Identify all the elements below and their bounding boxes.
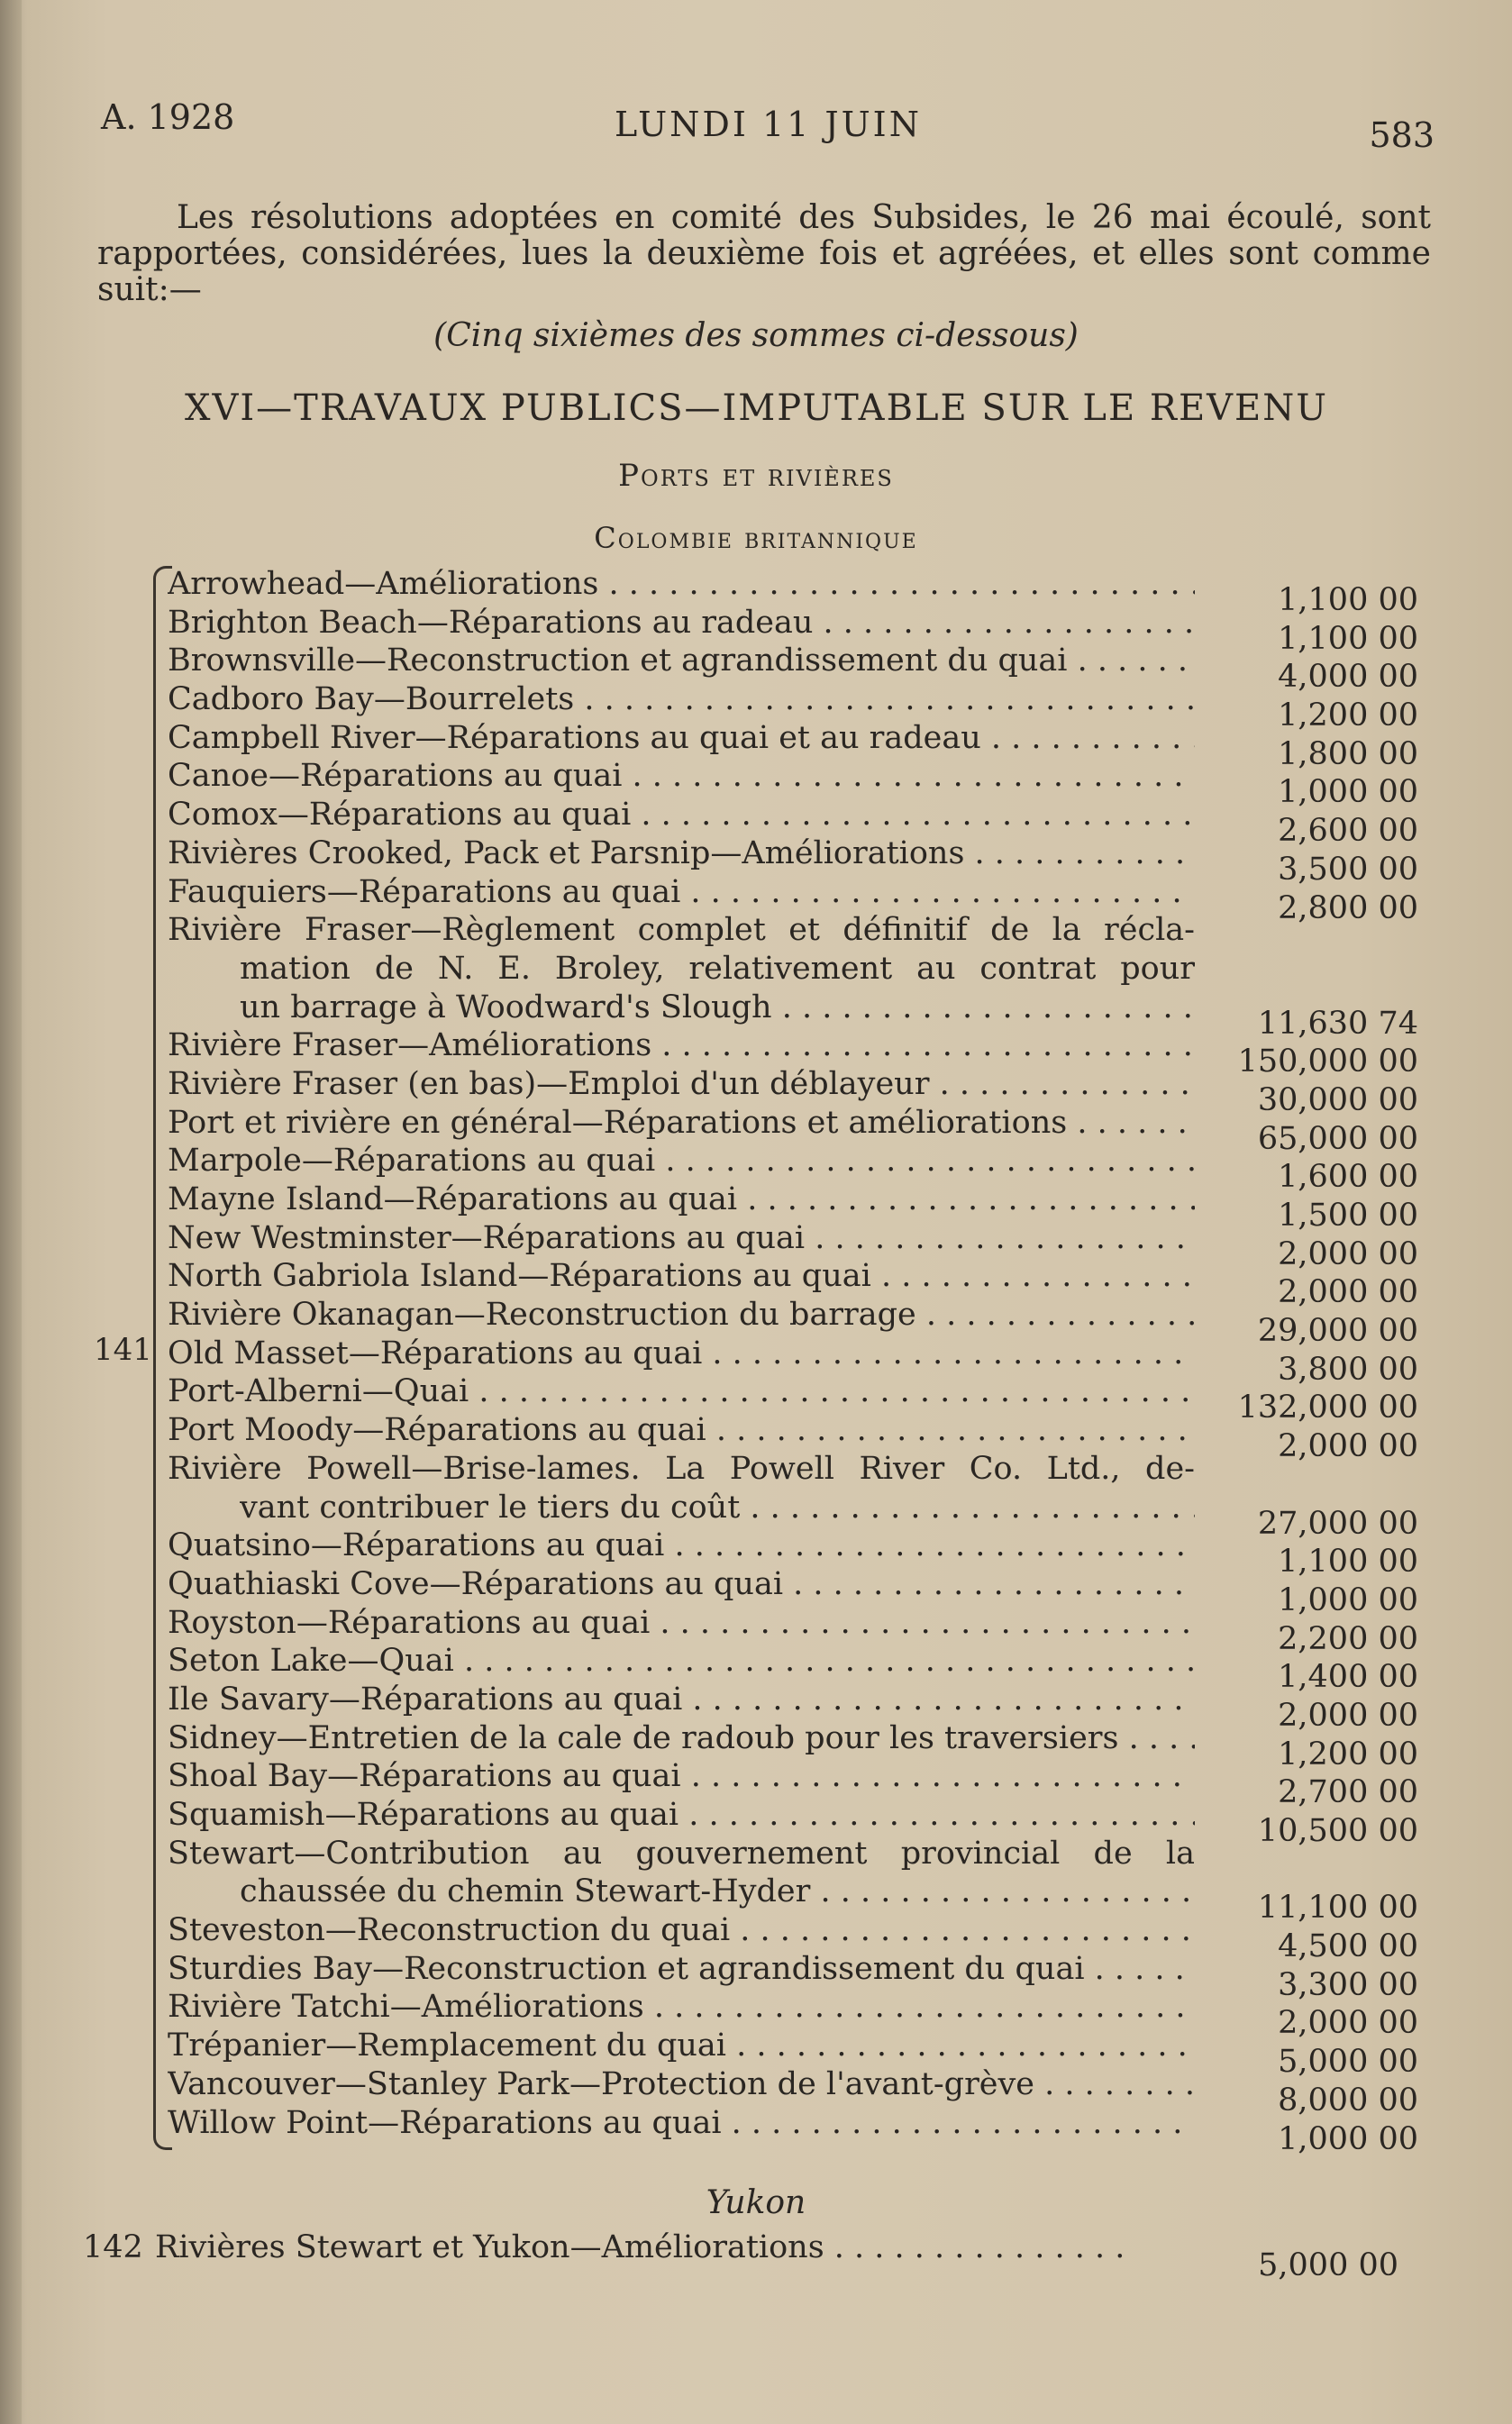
- list-item: [168, 1565, 1447, 1618]
- item-amount: 4,000 00: [1278, 659, 1418, 696]
- item-amount: 29,000 00: [1257, 1313, 1418, 1350]
- item-amount: 150,000 00: [1237, 1043, 1418, 1080]
- yukon-item-amount: 5,000 00: [1258, 2247, 1398, 2283]
- item-description: Brownsville—Reconstruction et agrandissement du quai . . .: [168, 642, 1195, 679]
- item-description: Rivières Crooked, Pack et Parsnip—Améliorations . . .: [168, 834, 1195, 872]
- list-item: [168, 1026, 1447, 1080]
- list-item: [168, 834, 1447, 888]
- list-item: [168, 1719, 1447, 1772]
- header-year: A. 1928: [101, 97, 235, 137]
- list-item: [168, 2065, 1447, 2119]
- item-description: vant contribuer le tiers du coût . . .: [240, 1489, 1195, 1526]
- list-item: [168, 757, 1447, 811]
- header-date: LUNDI 11 JUIN: [615, 105, 922, 144]
- item-description: Stewart—Contribution au gouvernement provincial de la: [168, 1835, 1195, 1872]
- list-item: [168, 604, 1447, 657]
- list-item: [168, 796, 1447, 850]
- list-item: [168, 1526, 1447, 1581]
- item-amount: 2,200 00: [1278, 1620, 1418, 1657]
- list-item: [168, 565, 1447, 618]
- item-description: Canoe—Réparations au quai . . .: [168, 757, 1195, 795]
- item-amount: 2,000 00: [1278, 1697, 1418, 1734]
- item-amount: 3,800 00: [1278, 1351, 1418, 1388]
- item-description: Quatsino—Réparations au quai . . .: [168, 1526, 1195, 1564]
- list-item: [168, 1988, 1447, 2042]
- item-amount: 4,500 00: [1278, 1928, 1418, 1965]
- item-description: Marpole—Réparations au quai . . .: [168, 1142, 1195, 1180]
- item-description: Vancouver—Stanley Park—Protection de l'avant-grève . . .: [168, 2065, 1195, 2103]
- item-amount: 1,100 00: [1278, 620, 1418, 657]
- list-item: [168, 1065, 1447, 1118]
- item-description: Squamish—Réparations au quai . . .: [168, 1796, 1195, 1834]
- item-description: Rivière Fraser—Règlement complet et définitif de la récla-: [168, 912, 1195, 949]
- item-amount: 2,700 00: [1278, 1774, 1418, 1811]
- item-description: Fauquiers—Réparations au quai . . .: [168, 873, 1195, 911]
- item-amount: 2,600 00: [1278, 813, 1418, 850]
- item-description: Cadboro Bay—Bourrelets . . .: [168, 680, 1195, 718]
- region-heading: Colombie britannique: [594, 521, 918, 555]
- items-list: [168, 565, 1447, 2157]
- item-description: Port et rivière en général—Réparations et améliorations . . .: [168, 1104, 1195, 1142]
- list-item: [168, 1796, 1447, 1849]
- item-description: Port Moody—Réparations au quai . . .: [168, 1411, 1195, 1449]
- item-description: Rivière Fraser—Améliorations . . .: [168, 1026, 1195, 1064]
- list-item: [168, 1411, 1447, 1465]
- list-item: [168, 873, 1447, 926]
- section-title: XVI—TRAVAUX PUBLICS—IMPUTABLE SUR LE REVENU: [185, 387, 1328, 429]
- item-description: un barrage à Woodward's Slough . . .: [240, 989, 1195, 1026]
- item-description: New Westminster—Réparations au quai . . .: [168, 1219, 1195, 1257]
- yukon-item-number: 142: [83, 2229, 143, 2265]
- item-amount: 2,000 00: [1278, 2005, 1418, 2042]
- item-amount: 2,800 00: [1278, 889, 1418, 926]
- list-item: [168, 1873, 1447, 1927]
- item-description: Ile Savary—Réparations au quai . . .: [168, 1681, 1195, 1718]
- item-amount: 10,500 00: [1257, 1813, 1418, 1849]
- item-description: Brighton Beach—Réparations au radeau . . .: [168, 604, 1195, 642]
- list-item: [168, 1335, 1447, 1388]
- intro-text: Les résolutions adoptées en comité des Subsides, le 26 mai écoulé, sont rapportées, considérées, lues la deuxième fois et agréées, et elles sont comme suit:—: [97, 199, 1431, 308]
- item-amount: 1,100 00: [1278, 582, 1418, 618]
- list-item: [168, 680, 1447, 734]
- list-item: [168, 1757, 1447, 1811]
- list-item: [168, 1219, 1447, 1272]
- item-amount: 1,000 00: [1278, 2120, 1418, 2157]
- list-item: [168, 1180, 1447, 1234]
- item-amount: 30,000 00: [1257, 1081, 1418, 1118]
- item-description: Sidney—Entretien de la cale de radoub pour les traversiers . . .: [168, 1719, 1195, 1757]
- list-item: [168, 1142, 1447, 1196]
- item-description: Trépanier—Remplacement du quai . . .: [168, 2027, 1195, 2064]
- item-description: mation de N. E. Broley, relativement au contrat pour: [240, 950, 1195, 987]
- page-header: [101, 97, 1435, 155]
- list-item: [168, 989, 1447, 1042]
- list-item: [168, 1911, 1447, 1965]
- yukon-item-text: Rivières Stewart et Yukon—Améliorations . . .: [155, 2229, 1128, 2265]
- item-amount: 27,000 00: [1257, 1505, 1418, 1542]
- list-item: [168, 950, 1447, 989]
- item-amount: 1,000 00: [1278, 774, 1418, 811]
- item-amount: 1,100 00: [1278, 1544, 1418, 1581]
- list-item: [168, 1296, 1447, 1350]
- item-amount: 2,000 00: [1278, 1274, 1418, 1311]
- list-item: [168, 642, 1447, 696]
- item-description: Seton Lake—Quai . . .: [168, 1642, 1195, 1680]
- item-description: Rivière Fraser (en bas)—Emploi d'un déblayeur . . .: [168, 1065, 1195, 1103]
- yukon-heading: Yukon: [706, 2184, 806, 2221]
- item-description: Campbell River—Réparations au quai et au radeau . . .: [168, 719, 1195, 757]
- item-description: Royston—Réparations au quai . . .: [168, 1604, 1195, 1642]
- item-description: Sturdies Bay—Reconstruction et agrandissement du quai . . .: [168, 1950, 1195, 1988]
- list-item: [168, 1642, 1447, 1696]
- item-amount: 2,000 00: [1278, 1235, 1418, 1272]
- list-item: [168, 1835, 1447, 1873]
- group-number: 141: [94, 1332, 152, 1368]
- item-amount: 3,500 00: [1278, 851, 1418, 888]
- item-amount: 1,200 00: [1278, 1736, 1418, 1772]
- item-description: Willow Point—Réparations au quai . . .: [168, 2104, 1195, 2142]
- item-description: Shoal Bay—Réparations au quai . . .: [168, 1757, 1195, 1795]
- item-amount: 1,500 00: [1278, 1198, 1418, 1234]
- item-amount: 1,400 00: [1278, 1659, 1418, 1696]
- item-description: Arrowhead—Améliorations . . .: [168, 565, 1195, 603]
- item-description: Quathiaski Cove—Réparations au quai . . .: [168, 1565, 1195, 1603]
- list-item: [168, 1450, 1447, 1489]
- item-description: Mayne Island—Réparations au quai . . .: [168, 1180, 1195, 1218]
- yukon-item: [83, 2229, 1398, 2283]
- list-item: [168, 2104, 1447, 2157]
- intro-paragraph: [97, 200, 1431, 308]
- list-item: [168, 1604, 1447, 1657]
- subsection-heading: Ports et rivières: [618, 458, 894, 494]
- item-amount: 11,630 74: [1257, 1005, 1418, 1042]
- item-description: Comox—Réparations au quai . . .: [168, 796, 1195, 834]
- item-amount: 5,000 00: [1278, 2044, 1418, 2081]
- item-description: Rivière Okanagan—Reconstruction du barrage . . .: [168, 1296, 1195, 1334]
- list-item: [168, 1489, 1447, 1542]
- list-item: [168, 1950, 1447, 2003]
- list-item: [168, 2027, 1447, 2081]
- item-amount: 1,600 00: [1278, 1159, 1418, 1196]
- item-amount: 1,200 00: [1278, 697, 1418, 734]
- list-item: [168, 1372, 1447, 1426]
- subtitle: (Cinq sixièmes des sommes ci-dessous): [433, 317, 1079, 354]
- item-amount: 65,000 00: [1257, 1120, 1418, 1157]
- list-item: [168, 1681, 1447, 1734]
- item-amount: 11,100 00: [1257, 1890, 1418, 1927]
- item-description: chaussée du chemin Stewart-Hyder . . .: [240, 1873, 1195, 1910]
- list-item: [168, 1257, 1447, 1311]
- list-item: [168, 1104, 1447, 1157]
- item-description: Rivière Powell—Brise-lames. La Powell River Co. Ltd., de-: [168, 1450, 1195, 1487]
- item-amount: 8,000 00: [1278, 2082, 1418, 2119]
- item-description: Rivière Tatchi—Améliorations . . .: [168, 1988, 1195, 2026]
- list-item: [168, 911, 1447, 950]
- item-amount: 2,000 00: [1278, 1428, 1418, 1465]
- item-description: North Gabriola Island—Réparations au quai . . .: [168, 1257, 1195, 1295]
- item-amount: 3,300 00: [1278, 1966, 1418, 2003]
- item-description: Port-Alberni—Quai . . .: [168, 1372, 1195, 1410]
- item-amount: 1,800 00: [1278, 735, 1418, 772]
- page-number: 583: [1369, 115, 1435, 155]
- item-description: Steveston—Reconstruction du quai . . .: [168, 1911, 1195, 1949]
- item-amount: 132,000 00: [1237, 1390, 1418, 1426]
- item-description: Old Masset—Réparations au quai . . .: [168, 1335, 1195, 1372]
- list-item: [168, 719, 1447, 772]
- page-binding: [0, 0, 22, 2424]
- item-amount: 1,000 00: [1278, 1581, 1418, 1618]
